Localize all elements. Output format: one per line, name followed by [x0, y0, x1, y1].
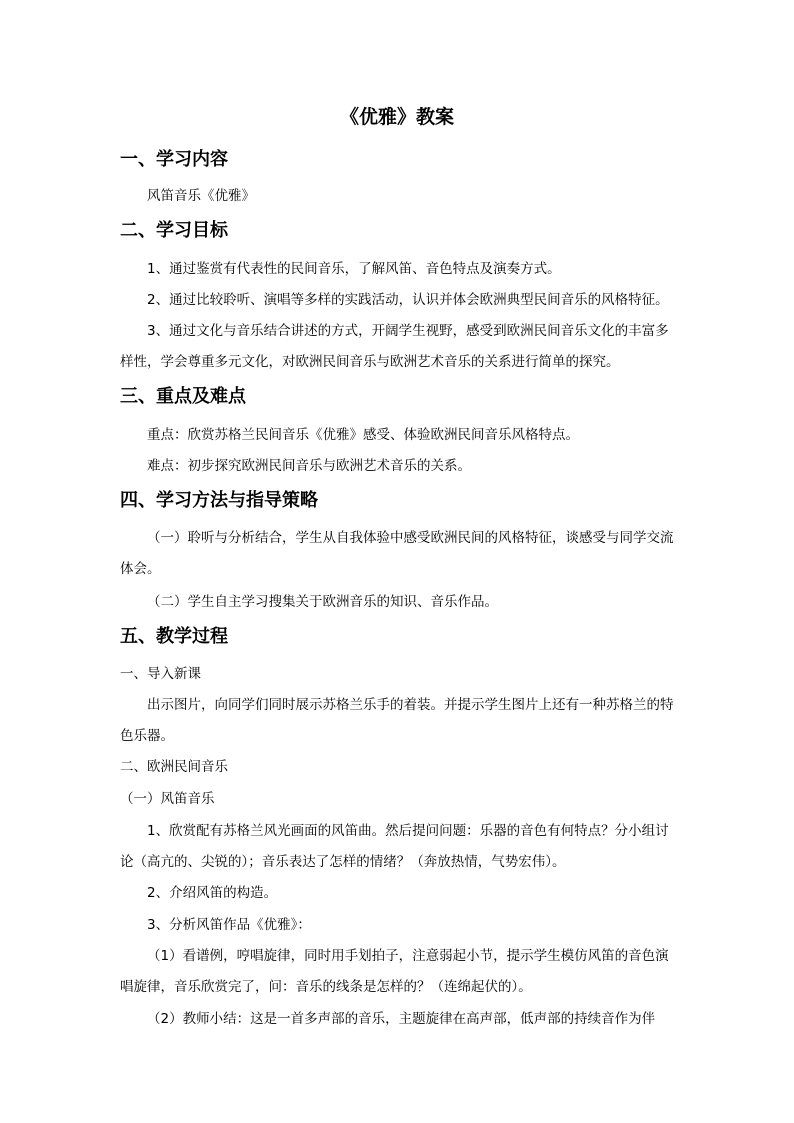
section-heading-objectives: 二、学习目标 [120, 220, 228, 241]
paragraph: 难点：初步探究欧洲民间音乐与欧洲艺术音乐的关系。 [147, 458, 471, 474]
paragraph: （1）看谱例，哼唱旋律，同时用手划拍子，注意弱起小节，提示学生模仿风笛的音色演唱旋律，音乐欣赏完了，问：音乐的线条是怎样的？（连绵起伏的）。 [120, 948, 669, 995]
paragraph: 3、分析风笛作品《优雅》： [147, 917, 311, 933]
section-heading-content: 一、学习内容 [120, 149, 228, 170]
paragraph: （一）聆听与分析结合，学生从自我体验中感受欧洲民间的风格特征，谈感受与同学交流体会。 [120, 530, 674, 577]
paragraph: （二）学生自主学习搜集关于欧洲音乐的知识、音乐作品。 [147, 594, 498, 610]
subheading: （一）风笛音乐 [120, 791, 215, 807]
paragraph: 重点：欣赏苏格兰民间音乐《优雅》感受、体验欧洲民间音乐风格特点。 [147, 427, 579, 443]
section-heading-process: 五、教学过程 [120, 626, 228, 647]
paragraph: 出示图片，向同学们同时展示苏格兰乐手的着装。并提示学生图片上还有一种苏格兰的特色乐器。 [120, 697, 674, 744]
document-title: 《优雅》教案 [339, 106, 454, 128]
paragraph: 2、通过比较聆听、演唱等多样的实践活动，认识并体会欧洲典型民间音乐的风格特征。 [147, 292, 669, 308]
section-heading-key-points: 三、重点及难点 [120, 386, 246, 407]
paragraph: 1、欣赏配有苏格兰风光画面的风笛曲。然后提问问题：乐器的音色有何特点？分小组讨论（高亢的、尖锐的）；音乐表达了怎样的情绪？（奔放热情，气势宏伟）。 [120, 823, 669, 870]
paragraph: 1、通过鉴赏有代表性的民间音乐，了解风笛、音色特点及演奏方式。 [147, 261, 561, 277]
paragraph: 风笛音乐《优雅》 [147, 188, 255, 204]
section-heading-methods: 四、学习方法与指导策略 [120, 490, 318, 511]
paragraph: （2）教师小结：这是一首多声部的音乐，主题旋律在高声部，低声部的持续音作为伴 [147, 1011, 656, 1027]
paragraph: 2、介绍风笛的构造。 [147, 885, 278, 901]
subheading: 一、导入新课 [120, 666, 201, 682]
paragraph: 3、通过文化与音乐结合讲述的方式，开阔学生视野，感受到欧洲民间音乐文化的丰富多样性，学会尊重多元文化，对欧洲民间音乐与欧洲艺术音乐的关系进行简单的探究。 [120, 323, 669, 370]
subheading: 二、欧洲民间音乐 [120, 759, 228, 775]
